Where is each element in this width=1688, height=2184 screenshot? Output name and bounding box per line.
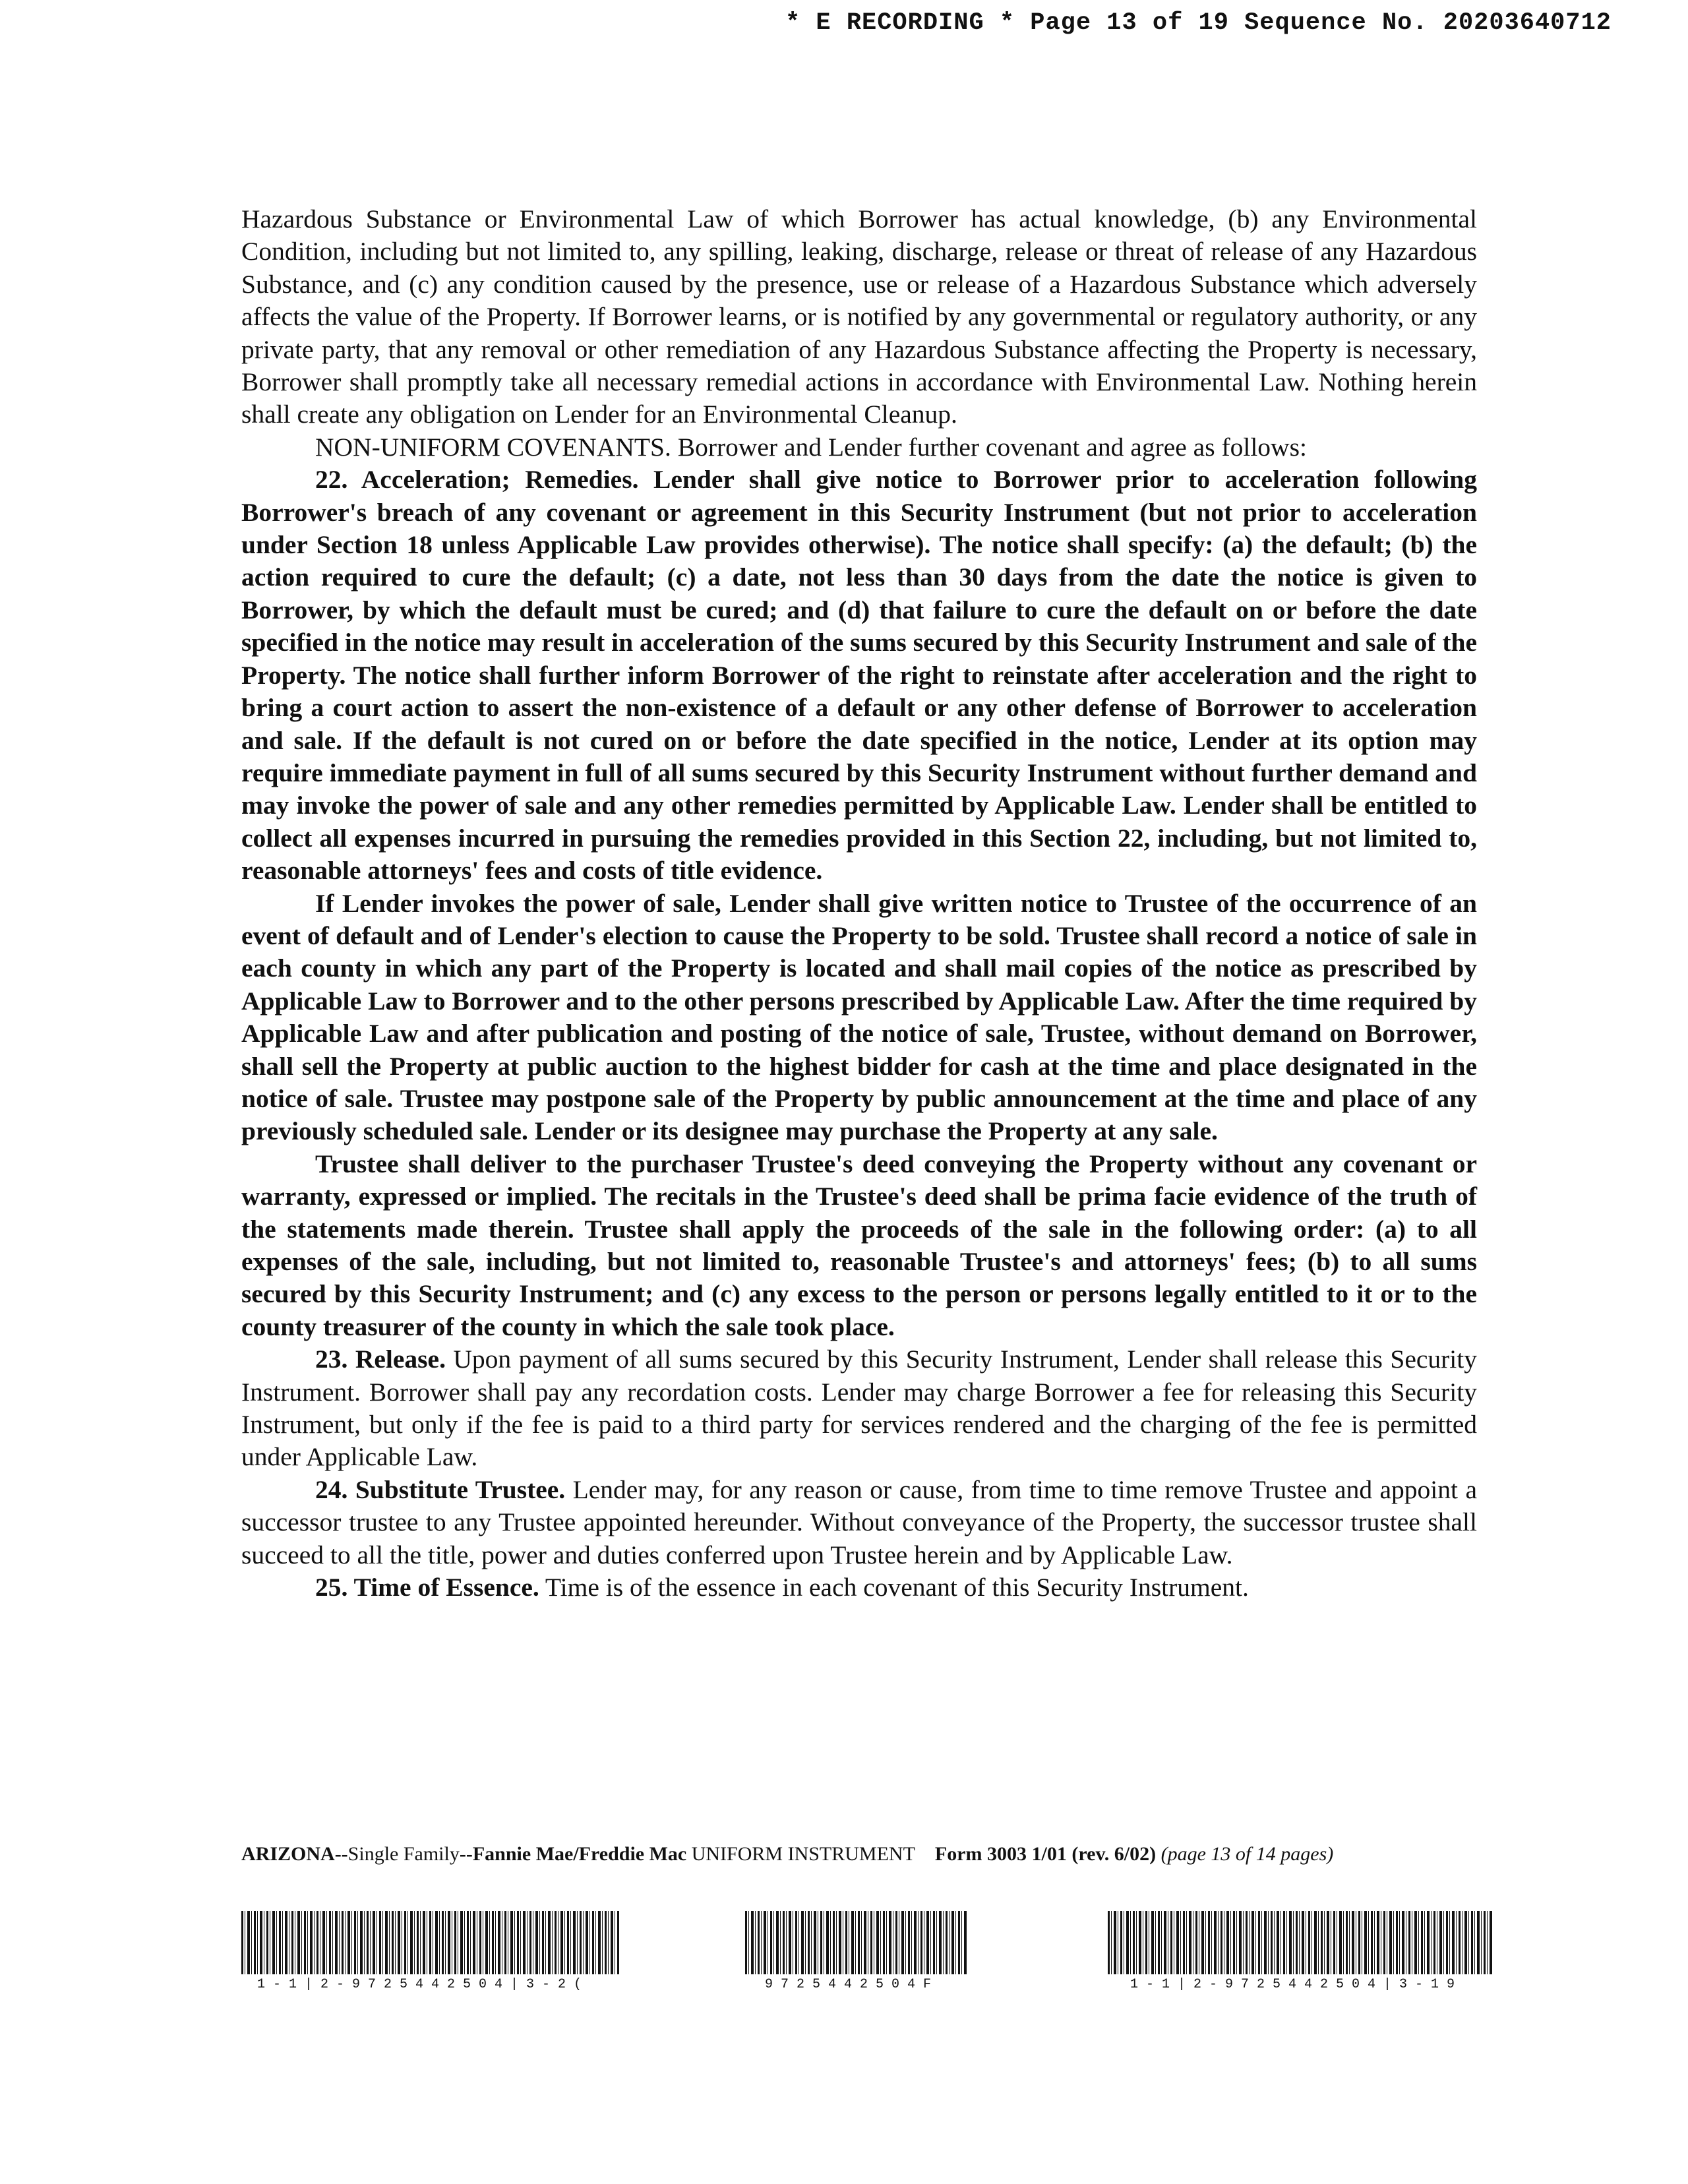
footer-separator-2: -- [459, 1843, 473, 1865]
barcode-left-text: 1-1|2-9725442504|3-2( [257, 1977, 590, 1992]
substitute-trustee-heading: 24. Substitute Trustee. [315, 1474, 566, 1504]
barcode-center-text: 9725442504F [765, 1977, 940, 1992]
footer-form-number: Form 3003 1/01 (rev. 6/02) [934, 1843, 1157, 1865]
paragraph-power-of-sale: If Lender invokes the power of sale, Lender shall give written notice to Trustee of the occurrence of an event of default and of Lender's election to cause the Property to be sold. Trustee shall record a notice of sale in each county in which any part of the Property is located and shall mail copies of the notice as prescribed by Applicable Law to Borrower and to the other persons prescribed by Applicable Law. After the time required by Applicable Law and after publication and posting of the notice of sale, Trustee, without demand on Borrower, shall sell the Property at public auction to the highest bidder for cash at the time and place designated in the notice of sale. Trustee may postpone sale of the Property by public announcement at the time and place of any previously scheduled sale. Lender or its designee may purchase the Property at any sale. [241, 888, 1477, 1146]
form-footer [241, 1843, 1477, 1866]
paragraph-substitute-trustee [241, 1474, 1477, 1571]
footer-family: Single Family [347, 1843, 460, 1865]
footer-page-count: (page 13 of 14 pages) [1160, 1843, 1334, 1865]
footer-separator-1: -- [334, 1843, 348, 1865]
paragraph-non-uniform-covenants: NON-UNIFORM COVENANTS. Borrower and Lender further covenant and agree as follows: [315, 432, 1307, 462]
barcode-right-text: 1-1|2-9725442504|3-19 [1130, 1977, 1463, 1992]
paragraph-trustee-deed: Trustee shall deliver to the purchaser Trustee's deed conveying the Property without any covenant or warranty, expressed or implied. The recitals in the Trustee's deed shall be prima facie evidence of the truth of the statements made therein. Trustee shall apply the proceeds of the sale in the following order: (a) to all expenses of the sale, including, but not limited to, reasonable Trustee's and attorneys' fees; (b) to all sums secured by this Security Instrument; and (c) any excess to the person or persons legally entitled to it or to the county treasurer of the county in which the sale took place. [241, 1149, 1477, 1341]
barcode-left [241, 1911, 620, 1974]
substitute-trustee-text: Lender may, for any reason or cause, from time to time remove Trustee and appoint a successor trustee to any Trustee appointed hereunder. Without conveyance of the Property, the successor trustee shall succeed to all the title, power and duties conferred upon Trustee herein and by Applicable Law. [241, 1474, 1477, 1569]
time-of-essence-text: Time is of the essence in each covenant of this Security Instrument. [539, 1573, 1249, 1602]
footer-agencies: Fannie Mae/Freddie Mac [472, 1843, 687, 1865]
barcode-right [1108, 1911, 1493, 1974]
paragraph-acceleration-remedies: 22. Acceleration; Remedies. Lender shall give notice to Borrower prior to acceleration following Borrower's breach of any covenant or agreement in this Security Instrument (but not prior to acceleration under Section 18 unless Applicable Law provides otherwise). The notice shall specify: (a) the default; (b) the action required to cure the default; (c) a date, not less than 30 days from the date the notice is given to Borrower, by which the default must be cured; and (d) that failure to cure the default on or before the date specified in the notice may result in acceleration of the sums secured by this Security Instrument and sale of the Property. The notice shall further inform Borrower of the right to reinstate after acceleration and the right to bring a court action to assert the non-existence of a default or any other defense of Borrower to acceleration and sale. If the default is not cured on or before the date specified in the notice, Lender at its option may require immediate payment in full of all sums secured by this Security Instrument without further demand and may invoke the power of sale and any other remedies permitted by Applicable Law. Lender shall be entitled to collect all expenses incurred in pursuing the remedies provided in this Section 22, including, but not limited to, reasonable attorneys' fees and costs of title evidence. [241, 465, 1477, 886]
document-body [241, 203, 1477, 1604]
time-of-essence-heading: 25. Time of Essence. [315, 1573, 539, 1602]
paragraph-release [241, 1343, 1477, 1474]
paragraph-hazardous-substance: Hazardous Substance or Environmental Law of which Borrower has actual knowledge, (b) any Environmental Condition, including but not limited to, any spilling, leaking, discharge, release or threat of release of any Hazardous Substance, and (c) any condition caused by the presence, use or release of a Hazardous Substance which adversely affects the value of the Property. If Borrower learns, or is notified by any governmental or regulatory authority, or any private party, that any removal or other remediation of any Hazardous Substance affecting the Property is necessary, Borrower shall promptly take all necessary remedial actions in accordance with Environmental Law. Nothing herein shall create any obligation on Lender for an Environmental Cleanup. [241, 204, 1477, 429]
footer-state: ARIZONA [241, 1843, 335, 1865]
paragraph-time-of-essence [241, 1571, 1477, 1604]
barcode-center [745, 1911, 968, 1974]
release-text: Upon payment of all sums secured by this Security Instrument, Lender shall release this Security Instrument. Borrower shall pay any recordation costs. Lender may charge Borrower a fee for releasing this Security Instrument, but only if the fee is paid to a third party for services rendered and the charging of the fee is permitted under Applicable Law. [241, 1345, 1477, 1472]
release-heading: 23. Release. [315, 1345, 446, 1374]
footer-instrument: UNIFORM INSTRUMENT [686, 1843, 915, 1865]
recording-header: * E RECORDING * Page 13 of 19 Sequence No. 20203640712 [785, 9, 1612, 37]
